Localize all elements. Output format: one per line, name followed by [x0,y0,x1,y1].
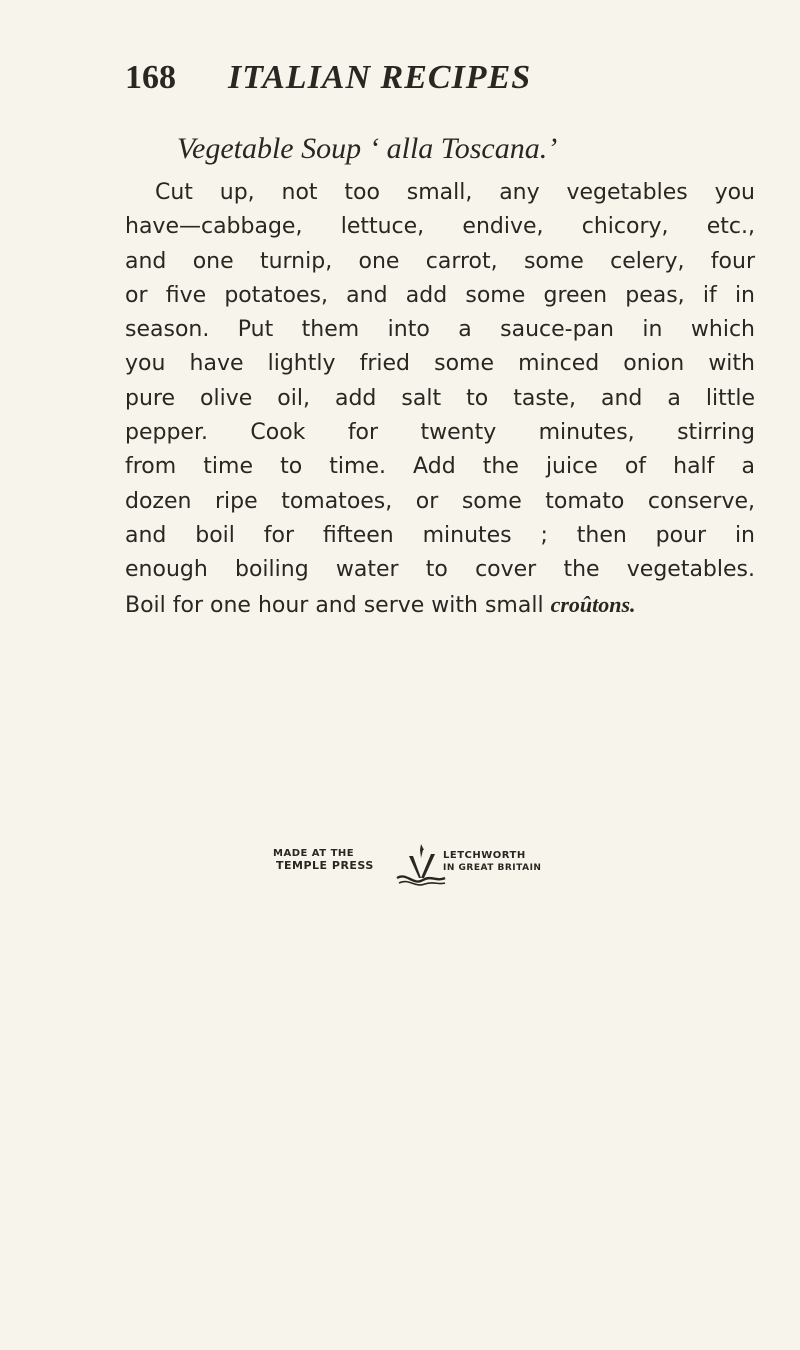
body-line: you have lightly fried some minced onion with [125,351,755,377]
recipe-title [177,130,557,168]
croutons-emphasis: croûtons. [550,591,636,617]
recipe-title-main: Vegetable Soup [177,132,362,165]
page-number: 168 [125,59,176,96]
imprint-left-line1: MADE AT THE [273,848,355,859]
body-line: from time to time. Add the juice of half a [125,454,755,480]
recipe-body [125,176,755,623]
printer-imprint [273,848,553,890]
body-line: have—cabbage, lettuce, endive, chicory, etc., [125,214,755,240]
body-line: and one turnip, one carrot, some celery, four [125,248,755,274]
last-line-text: Boil for one hour and serve with small [125,592,544,618]
imprint-left-line2: TEMPLE PRESS [276,859,374,872]
running-head [0,58,800,108]
imprint-right [443,850,541,874]
body-line-last [125,588,755,623]
imprint-left [273,848,374,872]
body-line: enough boiling water to cover the vegetables. [125,557,755,583]
body-line: pepper. Cook for twenty minutes, stirring [125,420,755,446]
body-line: and boil for fifteen minutes ; then pour in [125,522,755,548]
printer-device-icon [391,842,447,888]
body-line: pure olive oil, add salt to taste, and a little [125,385,755,411]
recipe-title-quoted: ‘ alla Toscana.’ [369,132,558,165]
body-line: dozen ripe tomatoes, or some tomato conserve, [125,488,755,514]
running-title: ITALIAN RECIPES [228,59,532,96]
imprint-right-line2: IN GREAT BRITAIN [443,863,542,873]
body-line: season. Put them into a sauce-pan in which [125,317,755,343]
imprint-right-line1: LETCHWORTH [443,850,526,861]
body-line: or five potatoes, and add some green peas, if in [125,282,755,308]
body-line: Cut up, not too small, any vegetables you [155,180,755,205]
